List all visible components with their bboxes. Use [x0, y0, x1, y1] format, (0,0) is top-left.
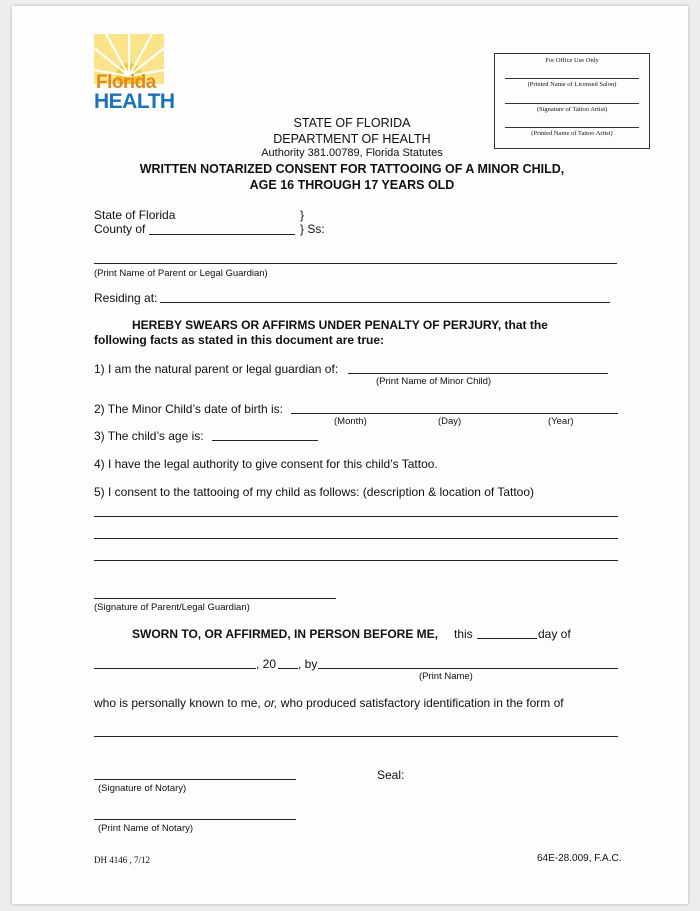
- venue-brace: }: [300, 208, 305, 222]
- minor-name-field[interactable]: [348, 373, 608, 374]
- header-state: STATE OF FLORIDA: [293, 116, 411, 130]
- artist-name-label: (Printed Name of Tattoo Artist): [531, 130, 613, 137]
- florida-health-logo: [94, 34, 175, 120]
- identification-text-b: who produced satisfactory identification in the form of: [277, 696, 564, 710]
- tattoo-description-line-1[interactable]: [94, 516, 618, 517]
- county-label: County of: [94, 222, 146, 236]
- artist-signature-label: (Signature of Tattoo Artist): [536, 106, 608, 113]
- residing-field[interactable]: [160, 302, 610, 303]
- notary-name-field[interactable]: [94, 819, 296, 820]
- sworn-name-field[interactable]: [318, 668, 618, 669]
- form-title-line1: WRITTEN NOTARIZED CONSENT FOR TATTOOING OF A MINOR CHILD,: [139, 162, 565, 176]
- tattoo-description-line-3[interactable]: [94, 560, 618, 561]
- notary-name-label: (Print Name of Notary): [98, 823, 194, 834]
- fact-2-text: 2) The Minor Child’s date of birth is:: [94, 402, 283, 416]
- identification-field[interactable]: [94, 736, 618, 737]
- minor-name-label: (Print Name of Minor Child): [376, 376, 492, 387]
- header-authority: Authority 381.00789, Florida Statutes: [261, 147, 443, 159]
- swear-line2: following facts as stated in this document are true:: [94, 333, 385, 347]
- fact-4-text: 4) I have the legal authority to give consent for this child’s Tattoo.: [94, 457, 438, 471]
- logo-word-florida: Florida: [96, 72, 156, 93]
- salon-name-label: (Printed Name of Licensed Salon): [527, 81, 617, 88]
- artist-signature-line[interactable]: [505, 103, 639, 104]
- dob-day-label: (Day): [438, 416, 462, 427]
- dob-month-label: (Month): [334, 416, 367, 427]
- swear-line1: HEREBY SWEARS OR AFFIRMS UNDER PENALTY OF PERJURY, that the: [132, 318, 548, 332]
- sworn-year-field[interactable]: [278, 668, 298, 669]
- office-use-title: For Office Use Only: [545, 57, 599, 64]
- sworn-20: , 20: [256, 657, 277, 671]
- logo-word-health: HEALTH: [94, 90, 175, 113]
- state-label: State of Florida: [94, 208, 176, 222]
- salon-name-line[interactable]: [505, 78, 639, 79]
- tattoo-description-line-2[interactable]: [94, 538, 618, 539]
- sworn-month-field[interactable]: [94, 668, 256, 669]
- parent-name-field[interactable]: [94, 263, 617, 264]
- notary-signature-label: (Signature of Notary): [98, 783, 187, 794]
- parent-name-label: (Print Name of Parent or Legal Guardian): [94, 268, 268, 279]
- fact-3-text: 3) The child’s age is:: [94, 429, 204, 443]
- identification-text: [94, 696, 564, 710]
- dob-field[interactable]: [291, 413, 618, 414]
- form-id: DH 4146 , 7/12: [94, 855, 150, 865]
- fact-5-text: 5) I consent to the tattooing of my child as follows: (description & location of Tattoo): [94, 485, 535, 499]
- sworn-by: , by: [298, 657, 318, 671]
- sworn-day-field[interactable]: [477, 638, 537, 639]
- seal-label: Seal:: [377, 768, 405, 782]
- form-page: [12, 6, 688, 904]
- notary-signature-field[interactable]: [94, 779, 296, 780]
- child-age-field[interactable]: [212, 440, 318, 441]
- dob-year-label: (Year): [548, 416, 574, 427]
- sworn-day-of: day of: [538, 627, 571, 641]
- identification-text-or: or,: [264, 696, 278, 710]
- parent-signature-field[interactable]: [94, 598, 336, 599]
- residing-label: Residing at:: [94, 291, 158, 305]
- sworn-this: this: [454, 627, 473, 641]
- header-department: DEPARTMENT OF HEALTH: [273, 132, 431, 146]
- parent-signature-label: (Signature of Parent/Legal Guardian): [94, 602, 250, 613]
- sworn-name-label: (Print Name): [419, 671, 473, 682]
- county-field[interactable]: [149, 234, 295, 235]
- rule-citation: 64E-28.009, F.A.C.: [537, 853, 622, 864]
- sworn-lead: SWORN TO, OR AFFIRMED, IN PERSON BEFORE ME,: [132, 627, 439, 641]
- form-title-line2: AGE 16 THROUGH 17 YEARS OLD: [249, 178, 455, 192]
- identification-text-a: who is personally known to me,: [94, 696, 265, 710]
- fact-1-text: 1) I am the natural parent or legal guardian of:: [94, 362, 339, 376]
- venue-ss: } Ss:: [300, 222, 325, 236]
